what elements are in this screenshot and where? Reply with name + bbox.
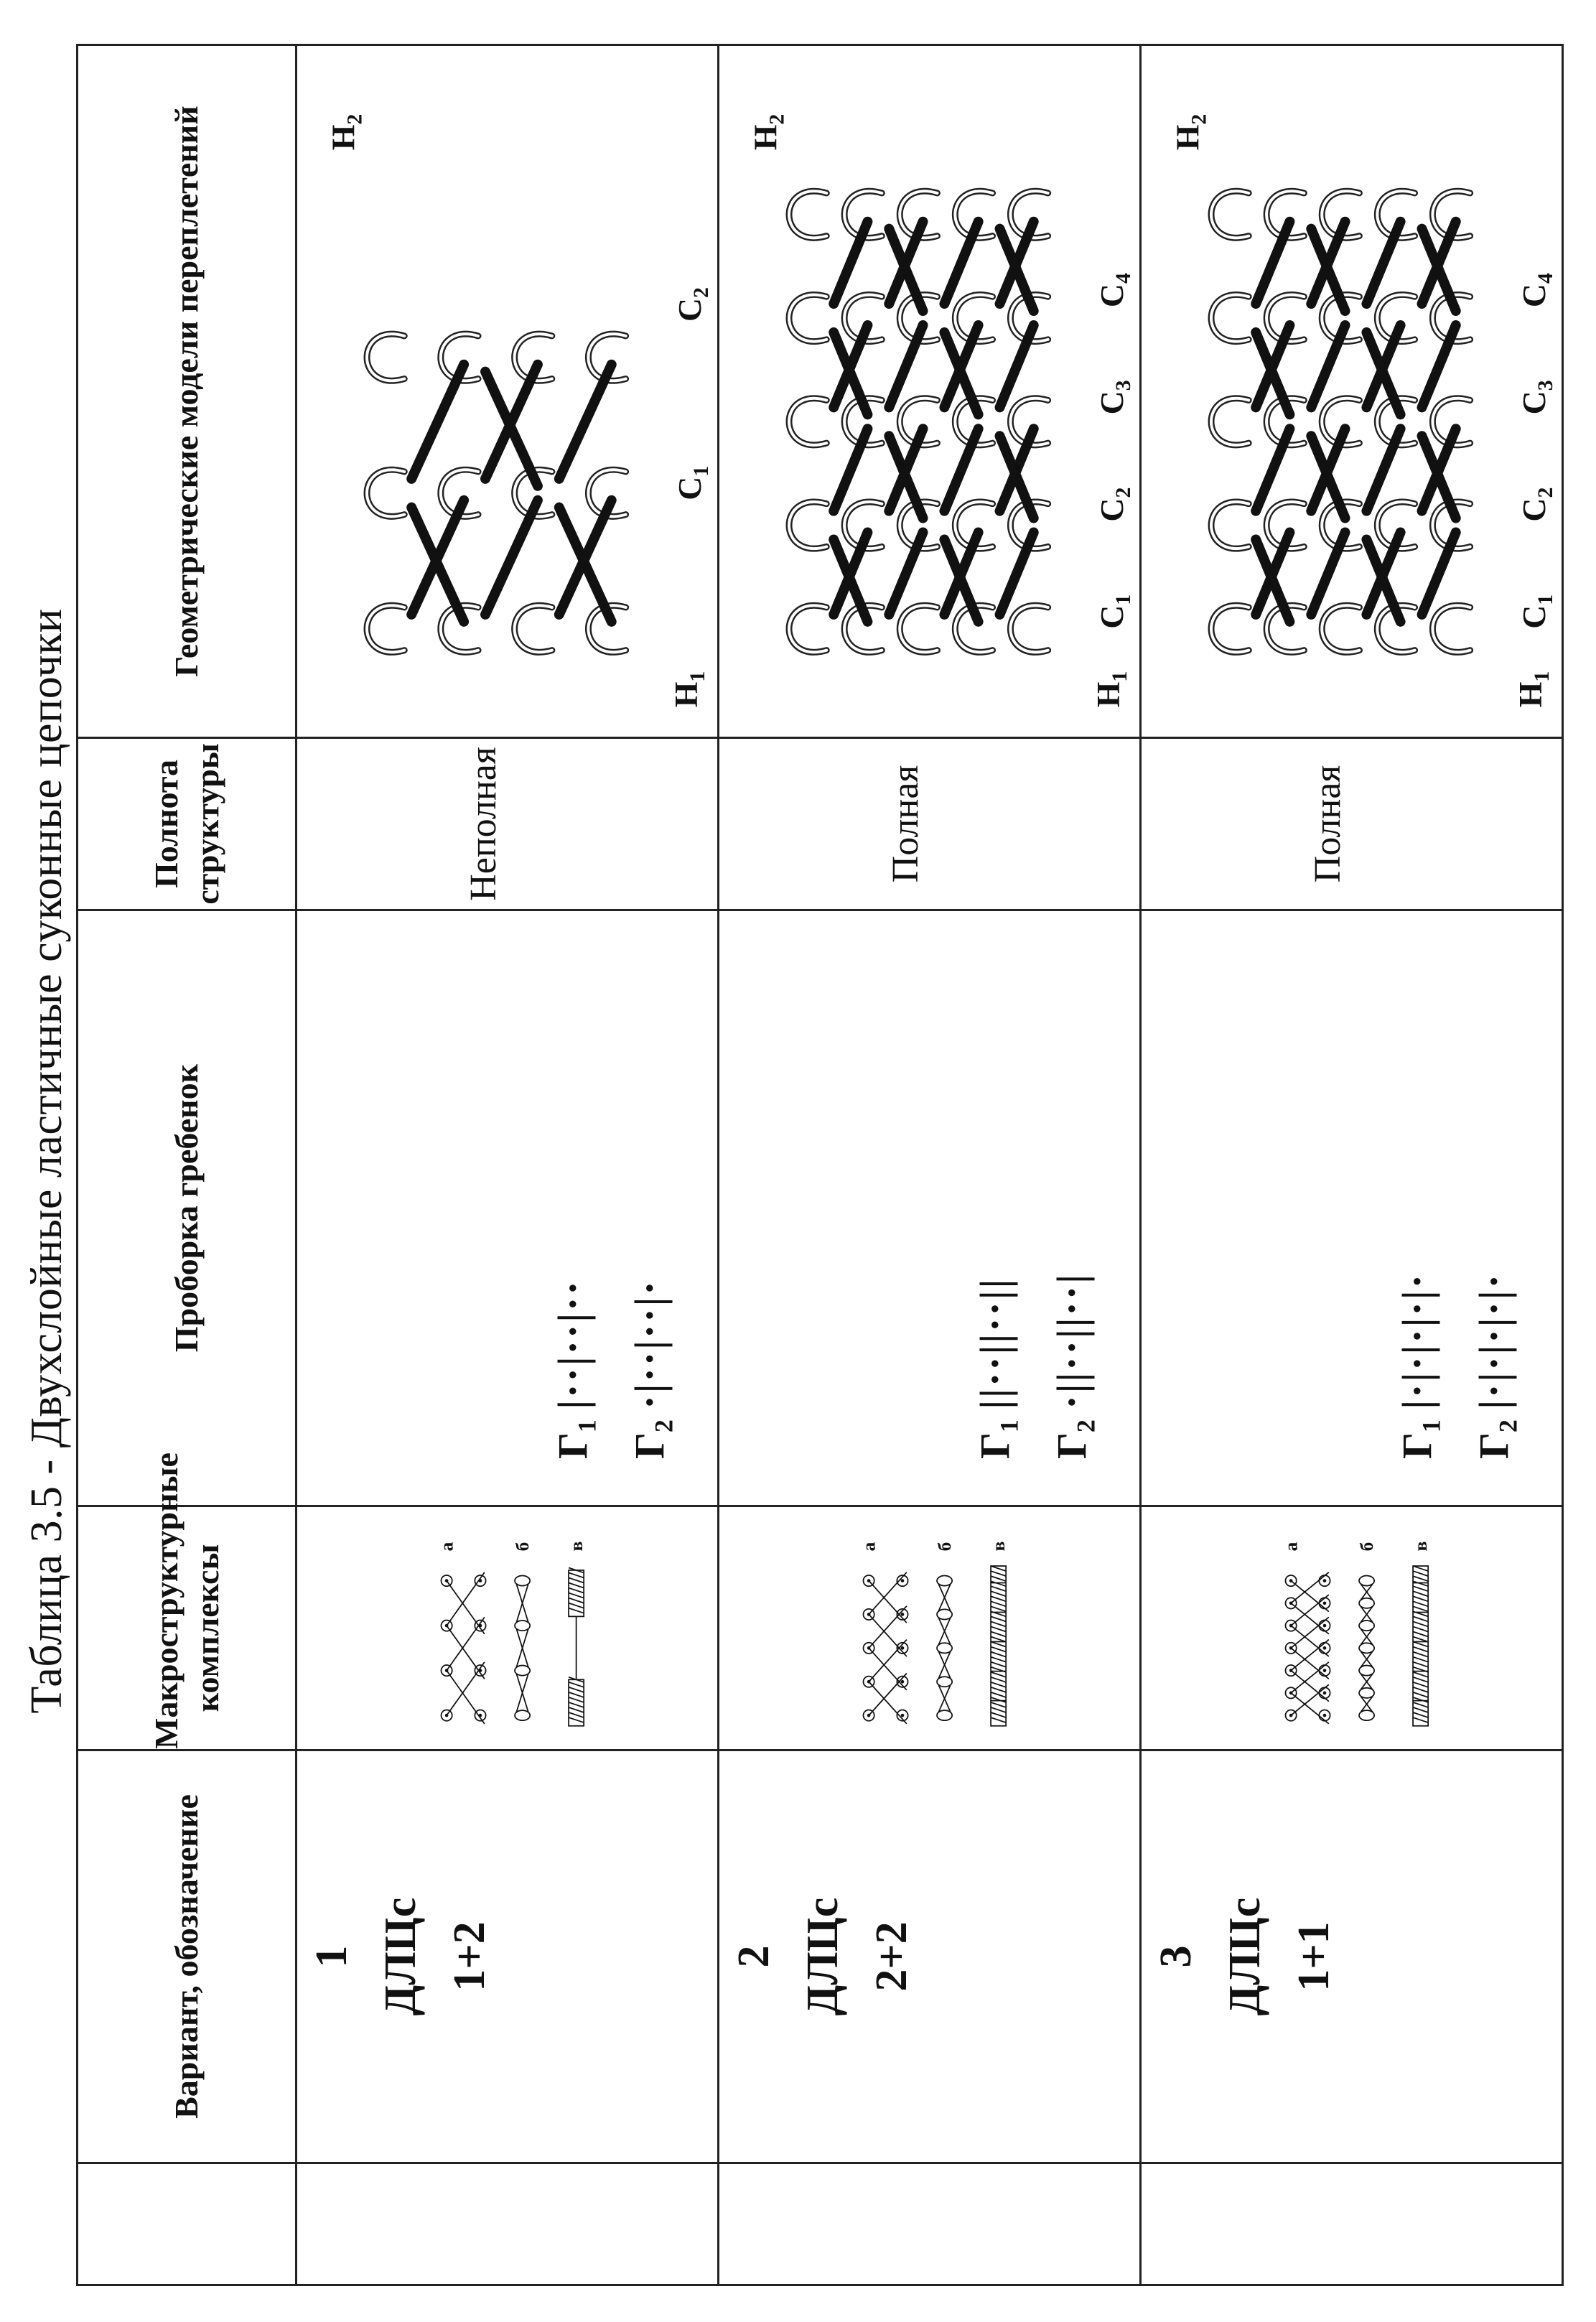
completeness-cell: [719, 738, 1141, 910]
label-c1: $С_1$: [671, 465, 714, 500]
label-c1: $С_1$: [1093, 594, 1136, 629]
macro-label-a: а: [1280, 1542, 1302, 1552]
macro-cell: [297, 1506, 719, 1750]
macro-label-a: а: [858, 1542, 879, 1552]
bar-1-pattern: |·|·|·|·|·: [1394, 1272, 1440, 1409]
bar-1-pattern: ||··||··||: [971, 1277, 1018, 1409]
completeness-value: Полная: [1307, 765, 1348, 883]
label-c4: $С_4$: [1516, 273, 1558, 308]
bar-2-pattern: ·|··|··|·: [626, 1279, 673, 1409]
completeness-cell: [1141, 738, 1563, 910]
table-row: [719, 45, 1141, 2285]
threading-cell: [1141, 910, 1563, 1506]
label-c3: $С_3$: [1516, 380, 1558, 415]
variant-ratio: 2+2: [867, 1921, 917, 1992]
bar-1-label: $Г_1$ ||··||··||: [971, 1277, 1024, 1459]
threading-text: [719, 911, 1111, 1505]
bar-2-label: $Г_2$ |·|·|·|·|·: [1470, 1272, 1523, 1459]
label-h2: $Н_2$: [1169, 113, 1211, 151]
variant-ratio: 1+2: [445, 1921, 495, 1992]
variant-code: ДЛЦс: [798, 1897, 848, 2016]
macro-label-v: в: [565, 1541, 587, 1552]
threading-text: [1142, 911, 1533, 1505]
geometry-cell: [719, 45, 1141, 738]
macro-label-v: в: [1409, 1541, 1431, 1552]
macro-figure: [719, 1507, 1139, 1749]
spacer-cell: [297, 2163, 719, 2285]
bar-2-pattern: |·|·|·|·|·: [1470, 1272, 1518, 1409]
macro-diagram: [1142, 1507, 1562, 1749]
loop-model-diagram: [719, 46, 1139, 737]
macro-label-b: б: [511, 1542, 533, 1552]
bar-2-label: $Г_2$ ·|··|··|·: [626, 1279, 678, 1459]
table-caption: Таблица 3.5 - Двухслойные ластичные суконные цепочки: [22, 608, 71, 1714]
label-c3: $С_3$: [1093, 380, 1136, 415]
label-c2: $С_2$: [671, 287, 714, 322]
bar-1-label: $Г_1$ |··|··|··: [549, 1279, 602, 1459]
bar-1-pattern: |··|··|··: [549, 1279, 596, 1409]
macro-cell: [719, 1506, 1141, 1750]
label-h1: $Н_1$: [1512, 671, 1554, 708]
macro-diagram: [297, 1507, 717, 1749]
loop-model-diagram: [1142, 46, 1562, 737]
macro-figure: [1142, 1507, 1562, 1749]
header-geometry: Геометрические модели переплетений: [78, 45, 297, 738]
geometry-figure: [719, 46, 1139, 737]
variant-code: ДЛЦс: [1221, 1897, 1270, 2016]
threading-cell: [719, 910, 1141, 1506]
macro-label-b: б: [1355, 1542, 1377, 1552]
label-h1: $Н_1$: [668, 671, 710, 708]
bar-2-pattern: ·||··||··|: [1048, 1272, 1096, 1409]
macro-label-b: б: [933, 1542, 955, 1552]
corner-cell: [78, 2163, 297, 2285]
spacer-cell: [719, 2163, 1141, 2285]
bar-1-label: $Г_1$ |·|·|·|·|·: [1394, 1272, 1446, 1459]
header-threading: Проборка гребенок: [78, 910, 297, 1506]
label-c1: $С_1$: [1516, 594, 1558, 629]
table-row: [297, 45, 719, 2285]
header-completeness: Полнота структуры: [78, 738, 297, 910]
variant-cell: [297, 1750, 719, 2163]
label-c4: $С_4$: [1093, 273, 1136, 308]
header-row: [78, 45, 297, 2285]
threading-text: [297, 911, 689, 1505]
variant-number: 3: [1152, 1945, 1200, 1968]
geometry-figure: [297, 46, 717, 737]
variant-number: 1: [307, 1945, 356, 1968]
macro-label-a: а: [436, 1542, 457, 1552]
threading-cell: [297, 910, 719, 1506]
variant-ratio: 1+1: [1289, 1921, 1339, 1992]
completeness-cell: [297, 738, 719, 910]
variant-number: 2: [729, 1945, 778, 1968]
spacer-cell: [1141, 2163, 1563, 2285]
header-macro: Макроструктурные комплексы: [78, 1506, 297, 1750]
knit-structure-table: [76, 44, 1564, 2286]
geometry-cell: [1141, 45, 1563, 738]
label-h2: $Н_2$: [747, 113, 789, 151]
macro-diagram: [719, 1507, 1139, 1749]
variant-code: ДЛЦс: [376, 1897, 426, 2016]
label-h2: $Н_2$: [325, 113, 367, 151]
header-variant: Вариант, обозначение: [78, 1750, 297, 2163]
macro-label-v: в: [987, 1541, 1009, 1552]
label-c2: $С_2$: [1516, 487, 1558, 522]
geometry-cell: [297, 45, 719, 738]
label-h1: $Н_1$: [1090, 671, 1132, 708]
variant-cell: [719, 1750, 1141, 2163]
loop-model-diagram: [297, 46, 717, 737]
geometry-figure: [1142, 46, 1562, 737]
variant-cell: [1141, 1750, 1563, 2163]
completeness-value: Неполная: [463, 747, 504, 901]
macro-figure: [297, 1507, 717, 1749]
completeness-value: Полная: [885, 765, 926, 883]
macro-cell: [1141, 1506, 1563, 1750]
label-c2: $С_2$: [1093, 487, 1136, 522]
bar-2-label: $Г_2$ ·||··||··|: [1048, 1272, 1101, 1459]
table-row: [1141, 45, 1563, 2285]
